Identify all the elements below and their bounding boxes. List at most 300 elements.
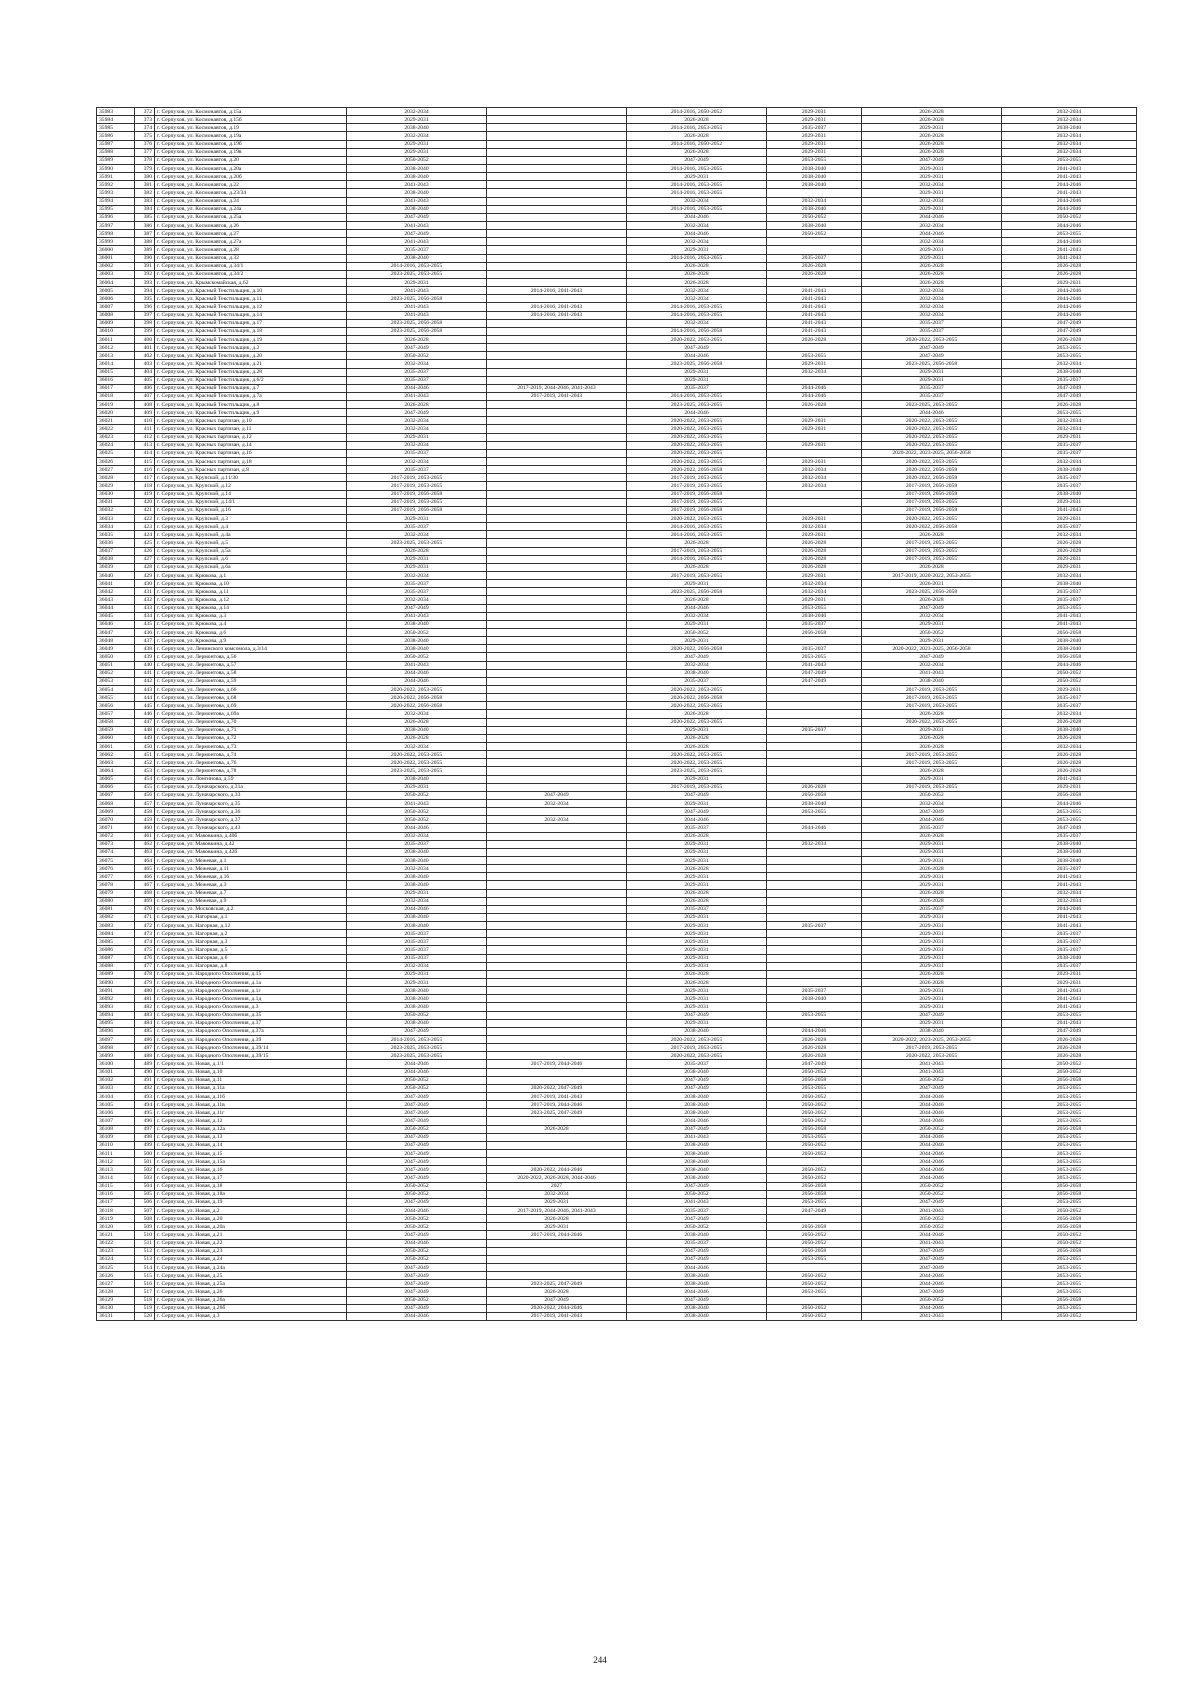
table-cell: 2029-2031: [627, 580, 767, 588]
table-cell: 2056-2058: [1002, 1296, 1137, 1304]
table-cell: 2050-2052: [862, 1223, 1002, 1231]
table-cell: 36060: [97, 734, 135, 742]
table-cell: 2035-2037: [347, 946, 487, 954]
table-cell: 458: [135, 808, 155, 816]
table-cell: 2029-2031: [862, 368, 1002, 376]
table-cell: 2020-2022, 2053-2055: [627, 449, 767, 457]
table-cell: 2017-2019, 2053-2055: [862, 685, 1002, 693]
table-cell: 2038-2040: [627, 1166, 767, 1174]
table-cell: 504: [135, 1182, 155, 1190]
table-cell: г. Серпухов, ул. Новая, д.12: [155, 1117, 347, 1125]
table-cell: 2053-2055: [1002, 1174, 1137, 1182]
table-cell: г. Серпухов, ул. Маковкина, д.42: [155, 840, 347, 848]
table-cell: 2023-2025, 2056-2058: [862, 360, 1002, 368]
table-cell: 2032-2034: [627, 238, 767, 246]
table-cell: 2026-2028: [627, 132, 767, 140]
table-cell: 2050-2052: [767, 1093, 862, 1101]
table-row: [97, 1125, 1137, 1133]
table-cell: 2020-2022, 2053-2055: [627, 751, 767, 759]
table-cell: [767, 873, 862, 881]
table-row: [97, 311, 1137, 319]
table-cell: 36109: [97, 1133, 135, 1141]
table-cell: г. Серпухов, ул. Красных партизан, д.16: [155, 449, 347, 457]
table-row: [97, 1158, 1137, 1166]
table-cell: 2017-2019, 2056-2058: [347, 506, 487, 514]
table-cell: 2029-2031: [1002, 783, 1137, 791]
table-cell: г. Серпухов, ул. Лермонтова, д.70: [155, 718, 347, 726]
table-cell: 2035-2037: [627, 1206, 767, 1214]
table-cell: 2017-2019, 2053-2055: [862, 751, 1002, 759]
table-row: [97, 458, 1137, 466]
table-cell: 2026-2028: [627, 270, 767, 278]
table-cell: 36024: [97, 441, 135, 449]
table-cell: 503: [135, 1174, 155, 1182]
table-row: [97, 1215, 1137, 1223]
table-cell: 36110: [97, 1141, 135, 1149]
table-cell: 440: [135, 661, 155, 669]
table-cell: 2053-2055: [767, 352, 862, 360]
table-cell: 2035-2037: [862, 327, 1002, 335]
table-cell: 2053-2055: [1002, 816, 1137, 824]
table-cell: г. Серпухов, ул. Народного Ополчения, д.37: [155, 1019, 347, 1027]
table-cell: г. Серпухов, ул. Новая, д.15: [155, 1150, 347, 1158]
table-row: [97, 1133, 1137, 1141]
table-cell: 2047-2049: [347, 1101, 487, 1109]
table-cell: 413: [135, 441, 155, 449]
table-cell: 36057: [97, 710, 135, 718]
table-cell: 2026-2028: [1002, 1052, 1137, 1060]
table-cell: 2026-2028: [1002, 718, 1137, 726]
table-cell: 383: [135, 197, 155, 205]
table-cell: 36051: [97, 661, 135, 669]
table-cell: [487, 458, 627, 466]
table-cell: 2047-2049: [347, 1093, 487, 1101]
table-cell: 2029-2031: [347, 140, 487, 148]
table-cell: [487, 523, 627, 531]
table-cell: [767, 1019, 862, 1027]
table-cell: [487, 108, 627, 116]
table-cell: 2050-2052: [767, 213, 862, 221]
table-cell: 36116: [97, 1190, 135, 1198]
table-cell: 2032-2034: [862, 287, 1002, 295]
table-cell: 2047-2049: [767, 1206, 862, 1214]
table-cell: 2014-2016, 2053-2055: [627, 523, 767, 531]
table-cell: 2050-2052: [767, 1304, 862, 1312]
table-cell: 389: [135, 246, 155, 254]
table-cell: 2050-2052: [767, 1174, 862, 1182]
table-cell: 2047-2049: [347, 1198, 487, 1206]
table-cell: 488: [135, 1052, 155, 1060]
table-cell: 2047-2049: [862, 808, 1002, 816]
table-cell: 2023-2025, 2056-2058: [862, 588, 1002, 596]
table-cell: 36044: [97, 604, 135, 612]
table-cell: [767, 970, 862, 978]
table-cell: 2035-2037: [767, 922, 862, 930]
table-cell: г. Серпухов, ул. Луначарского, д.36: [155, 808, 347, 816]
table-cell: 2026-2028: [862, 897, 1002, 905]
table-cell: г. Серпухов, ул. Новая, д.13: [155, 1133, 347, 1141]
table-cell: 36047: [97, 629, 135, 637]
table-cell: 2050-2052: [767, 1231, 862, 1239]
table-cell: 2047-2049: [767, 1060, 862, 1068]
table-cell: [487, 832, 627, 840]
table-cell: 2023-2025, 2056-2058: [347, 319, 487, 327]
table-cell: 489: [135, 1060, 155, 1068]
table-cell: 2020-2022, 2053-2055: [862, 718, 1002, 726]
table-cell: 2047-2049: [627, 1084, 767, 1092]
table-row: [97, 799, 1137, 807]
table-cell: 2056-2058: [1002, 1182, 1137, 1190]
table-cell: 2038-2040: [347, 173, 487, 181]
table-cell: 414: [135, 449, 155, 457]
table-cell: 2053-2055: [767, 156, 862, 164]
table-cell: 2017-2019, 2044-2046, 2041-2043: [487, 1206, 627, 1214]
table-cell: 2044-2046: [627, 352, 767, 360]
table-cell: г. Серпухов, ул. Луначарского, д.43: [155, 824, 347, 832]
table-cell: 2026-2028: [862, 734, 1002, 742]
table-cell: [487, 1068, 627, 1076]
table-cell: 2032-2034: [767, 482, 862, 490]
table-cell: 2035-2037: [1002, 865, 1137, 873]
table-cell: 2023-2025, 2056-2058: [347, 327, 487, 335]
table-cell: 36036: [97, 539, 135, 547]
table-cell: 2032-2034: [347, 596, 487, 604]
table-cell: 476: [135, 954, 155, 962]
table-cell: 36102: [97, 1076, 135, 1084]
table-cell: г. Серпухов, ул. Новая, д.11б: [155, 1093, 347, 1101]
table-cell: 2038-2040: [767, 799, 862, 807]
table-cell: 461: [135, 832, 155, 840]
table-cell: 2014-2016, 2053-2055: [627, 254, 767, 262]
table-cell: 2044-2046: [862, 816, 1002, 824]
table-row: [97, 425, 1137, 433]
table-cell: 36078: [97, 881, 135, 889]
table-cell: г. Серпухов, ул. Крупской, д.5: [155, 539, 347, 547]
table-cell: г. Серпухов, ул. Новая, д.18: [155, 1182, 347, 1190]
table-cell: 2047-2049: [1002, 327, 1137, 335]
table-row: [97, 987, 1137, 995]
table-cell: [767, 498, 862, 506]
table-cell: 375: [135, 132, 155, 140]
table-cell: [487, 1003, 627, 1011]
table-cell: [487, 1036, 627, 1044]
table-cell: 2038-2040: [347, 1003, 487, 1011]
table-row: [97, 881, 1137, 889]
table-cell: 2044-2046: [627, 1263, 767, 1271]
table-cell: г. Серпухов, ул. Ленинского комсомола, д.3/14: [155, 645, 347, 653]
table-cell: 2038-2040: [1002, 466, 1137, 474]
table-cell: 36022: [97, 425, 135, 433]
table-cell: 2017-2019, 2053-2055: [627, 482, 767, 490]
table-row: [97, 759, 1137, 767]
table-cell: 2035-2037: [627, 824, 767, 832]
table-cell: г. Серпухов, ул. Лермонтова, д.58: [155, 669, 347, 677]
table-cell: 2047-2049: [487, 791, 627, 799]
table-cell: 36068: [97, 799, 135, 807]
table-cell: г. Серпухов, ул. Красный Текстильщик, д.12: [155, 303, 347, 311]
table-row: [97, 1280, 1137, 1288]
table-cell: 2038-2040: [347, 620, 487, 628]
table-cell: 2050-2052: [627, 1190, 767, 1198]
table-cell: 2038-2040: [1002, 490, 1137, 498]
table-cell: 2047-2049: [627, 1182, 767, 1190]
table-cell: 2026-2028: [347, 401, 487, 409]
table-cell: г. Серпухов, ул. Народного Ополчения, д.1а: [155, 979, 347, 987]
table-cell: 378: [135, 156, 155, 164]
table-cell: 429: [135, 572, 155, 580]
table-cell: 35988: [97, 148, 135, 156]
table-row: [97, 930, 1137, 938]
table-cell: 2026-2028: [1002, 539, 1137, 547]
table-cell: 2044-2046: [862, 1133, 1002, 1141]
table-row: [97, 417, 1137, 425]
table-cell: 35984: [97, 116, 135, 124]
table-cell: 2047-2049: [862, 1198, 1002, 1206]
table-cell: г. Серпухов, ул. Лермонтова, д.72: [155, 734, 347, 742]
table-cell: 2029-2031: [862, 620, 1002, 628]
table-cell: 2029-2031: [862, 1019, 1002, 1027]
table-cell: 2017-2019, 2053-2055: [862, 759, 1002, 767]
table-cell: 2026-2028: [767, 539, 862, 547]
table-cell: 2044-2046: [862, 1174, 1002, 1182]
table-cell: 35995: [97, 205, 135, 213]
table-cell: 2026-2028: [1002, 759, 1137, 767]
table-cell: [487, 1150, 627, 1158]
table-cell: 36123: [97, 1247, 135, 1255]
table-cell: [767, 775, 862, 783]
table-row: [97, 262, 1137, 270]
table-cell: 452: [135, 759, 155, 767]
table-row: [97, 685, 1137, 693]
table-cell: 459: [135, 816, 155, 824]
table-cell: г. Серпухов, ул. Космонавтов, д.26: [155, 221, 347, 229]
table-cell: 36093: [97, 1003, 135, 1011]
table-cell: 36099: [97, 1052, 135, 1060]
table-cell: 2029-2031: [627, 954, 767, 962]
table-cell: [487, 653, 627, 661]
table-cell: 2035-2037: [627, 677, 767, 685]
table-row: [97, 1206, 1137, 1214]
table-cell: [487, 376, 627, 384]
table-cell: 2044-2046: [862, 1117, 1002, 1125]
table-cell: г. Серпухов, ул. Луначарского, д.31а: [155, 783, 347, 791]
table-cell: 2029-2031: [862, 164, 1002, 172]
table-cell: 2047-2049: [627, 653, 767, 661]
table-cell: 2041-2043: [1002, 189, 1137, 197]
table-cell: 2032-2034: [347, 572, 487, 580]
table-cell: 2050-2052: [1002, 1060, 1137, 1068]
table-cell: [487, 116, 627, 124]
table-cell: 36007: [97, 303, 135, 311]
table-row: [97, 1255, 1137, 1263]
table-cell: 2017-2019, 2056-2058: [862, 490, 1002, 498]
table-row: [97, 555, 1137, 563]
table-cell: 391: [135, 262, 155, 270]
table-cell: [487, 767, 627, 775]
table-cell: 2020-2022, 2053-2055: [347, 685, 487, 693]
table-cell: 2032-2034: [627, 612, 767, 620]
table-row: [97, 506, 1137, 514]
table-cell: 2047-2049: [862, 352, 1002, 360]
table-cell: 2029-2031: [627, 376, 767, 384]
table-row: [97, 409, 1137, 417]
table-cell: 2050-2052: [347, 1296, 487, 1304]
table-cell: 35990: [97, 164, 135, 172]
table-cell: [487, 979, 627, 987]
table-cell: [487, 677, 627, 685]
table-cell: 2035-2037: [347, 368, 487, 376]
table-cell: г. Серпухов, ул. Луначарского, д.37: [155, 816, 347, 824]
table-cell: 2041-2043: [1002, 612, 1137, 620]
table-cell: 2026-2028: [627, 116, 767, 124]
table-cell: [487, 1239, 627, 1247]
table-cell: 2020-2022, 2056-2058: [627, 645, 767, 653]
table-cell: 35985: [97, 124, 135, 132]
table-cell: 2029-2031: [347, 970, 487, 978]
table-row: [97, 1150, 1137, 1158]
table-cell: 496: [135, 1117, 155, 1125]
table-cell: 2026-2028: [347, 734, 487, 742]
table-cell: 2020-2022, 2053-2055: [627, 1052, 767, 1060]
table-cell: 2029-2031: [627, 1003, 767, 1011]
table-cell: 460: [135, 824, 155, 832]
table-cell: [487, 808, 627, 816]
table-cell: 36087: [97, 954, 135, 962]
table-cell: 2041-2043: [1002, 913, 1137, 921]
table-cell: г. Серпухов, ул. Космонавтов, д.34/1: [155, 262, 347, 270]
table-cell: 2032-2034: [767, 580, 862, 588]
table-cell: 2050-2052: [862, 1215, 1002, 1223]
table-cell: 2029-2031: [862, 938, 1002, 946]
table-cell: 2026-2028: [862, 832, 1002, 840]
table-cell: 36096: [97, 1027, 135, 1035]
table-cell: 2029-2031: [1002, 498, 1137, 506]
table-cell: [487, 572, 627, 580]
table-cell: г. Серпухов, ул. Новая, д.14: [155, 1141, 347, 1149]
table-cell: 36043: [97, 596, 135, 604]
table-cell: [487, 531, 627, 539]
table-cell: 2020-2022, 2053-2055: [627, 335, 767, 343]
table-cell: 2020-2022, 2053-2055: [627, 441, 767, 449]
table-cell: 2044-2046: [862, 1304, 1002, 1312]
table-cell: [767, 905, 862, 913]
table-cell: 2044-2046: [627, 1288, 767, 1296]
table-row: [97, 791, 1137, 799]
table-cell: 2020-2022, 2053-2055: [627, 417, 767, 425]
table-cell: 2026-2028: [627, 865, 767, 873]
table-cell: 2047-2049: [767, 677, 862, 685]
table-cell: 2026-2031: [862, 580, 1002, 588]
table-cell: г. Серпухов, ул. Народного Ополчения, д.1д: [155, 995, 347, 1003]
table-cell: 2053-2055: [1002, 1166, 1137, 1174]
table-cell: 2038-2040: [347, 775, 487, 783]
table-cell: [487, 547, 627, 555]
table-cell: г. Серпухов, ул. Космонавтов, д.23/34: [155, 189, 347, 197]
table-cell: [487, 726, 627, 734]
table-row: [97, 254, 1137, 262]
table-cell: 2026-2028: [862, 278, 1002, 286]
table-cell: 2035-2037: [347, 523, 487, 531]
table-cell: [487, 580, 627, 588]
table-cell: 2038-2040: [1002, 368, 1137, 376]
table-cell: 510: [135, 1231, 155, 1239]
table-cell: 2038-2040: [347, 881, 487, 889]
table-cell: 497: [135, 1125, 155, 1133]
table-cell: 2044-2046: [767, 384, 862, 392]
table-cell: г. Серпухов, ул. Народного Ополчения, д.39: [155, 1036, 347, 1044]
table-cell: [487, 124, 627, 132]
table-cell: 2029-2031: [1002, 979, 1137, 987]
table-cell: [487, 490, 627, 498]
table-cell: 2029-2031: [627, 637, 767, 645]
table-cell: 2035-2037: [767, 987, 862, 995]
table-cell: 2053-2055: [767, 1011, 862, 1019]
table-cell: 2056-2058: [767, 1190, 862, 1198]
table-row: [97, 588, 1137, 596]
table-cell: 406: [135, 384, 155, 392]
table-cell: 2029-2031: [627, 995, 767, 1003]
table-cell: 2035-2037: [347, 466, 487, 474]
table-cell: г. Серпухов, ул. Лермонтова, д.74: [155, 751, 347, 759]
table-cell: г. Серпухов, ул. Новая, д.19: [155, 1198, 347, 1206]
table-cell: 2017-2019, 2041-2043: [487, 392, 627, 400]
table-cell: 2035-2037: [862, 824, 1002, 832]
table-cell: 2026-2028: [1002, 767, 1137, 775]
table-cell: 2026-2028: [627, 734, 767, 742]
table-cell: 2020-2022, 2053-2055: [347, 751, 487, 759]
table-cell: 2053-2055: [1002, 409, 1137, 417]
table-cell: 387: [135, 230, 155, 238]
table-cell: 2032-2034: [862, 295, 1002, 303]
table-cell: 2029-2031: [862, 881, 1002, 889]
table-row: [97, 563, 1137, 571]
table-cell: 2026-2028: [767, 555, 862, 563]
table-cell: 466: [135, 873, 155, 881]
table-cell: 2014-2016, 2053-2055: [347, 262, 487, 270]
table-cell: 35994: [97, 197, 135, 205]
table-cell: [487, 466, 627, 474]
table-cell: 2020-2022, 2053-2055: [627, 1036, 767, 1044]
table-cell: 2044-2046: [347, 1060, 487, 1068]
table-cell: 2050-2052: [347, 352, 487, 360]
table-cell: 2050-2052: [767, 1150, 862, 1158]
table-cell: 35986: [97, 132, 135, 140]
table-cell: г. Серпухов, ул. Космонавтов, д.20: [155, 156, 347, 164]
table-cell: 2026-2028: [347, 718, 487, 726]
table-cell: 2017-2019, 2053-2055: [862, 1044, 1002, 1052]
table-cell: 2032-2034: [347, 710, 487, 718]
table-cell: 2029-2031: [767, 360, 862, 368]
table-cell: 2050-2052: [347, 1011, 487, 1019]
table-cell: 2029-2031: [767, 441, 862, 449]
table-cell: 36061: [97, 742, 135, 750]
table-cell: 2038-2040: [347, 922, 487, 930]
table-cell: 2047-2049: [347, 1174, 487, 1182]
table-cell: [487, 1044, 627, 1052]
table-cell: [487, 230, 627, 238]
table-cell: 36003: [97, 270, 135, 278]
table-cell: 2029-2031: [627, 856, 767, 864]
table-cell: 2038-2040: [862, 677, 1002, 685]
table-cell: 2038-2040: [627, 1027, 767, 1035]
table-cell: 2050-2052: [1002, 677, 1137, 685]
table-cell: 36048: [97, 637, 135, 645]
table-cell: 2041-2043: [1002, 254, 1137, 262]
table-cell: 428: [135, 563, 155, 571]
table-cell: 2026-2028: [627, 889, 767, 897]
table-cell: г. Серпухов, ул. Нагорная, д.3: [155, 938, 347, 946]
table-cell: 36071: [97, 824, 135, 832]
